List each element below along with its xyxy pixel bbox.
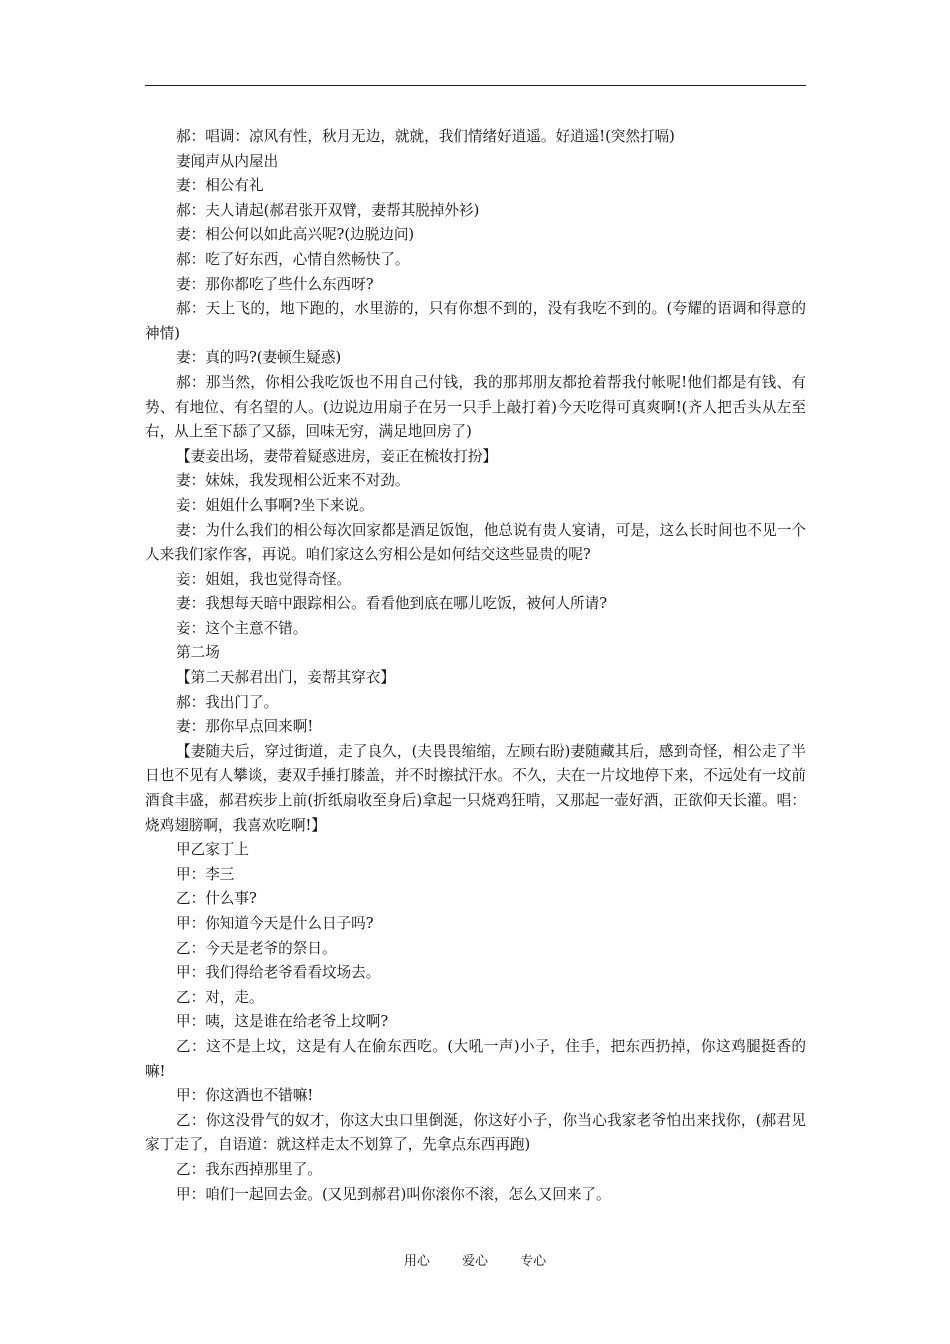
script-line: 甲：李三 — [176, 865, 235, 883]
script-line: 妻：那你都吃了些什么东西呀? — [176, 275, 374, 293]
script-line: 妻：相公何以如此高兴呢?(边脱边问) — [176, 226, 415, 244]
script-line: 【妻妾出场，妻带着疑惑进房，妾正在梳妆打扮】 — [176, 447, 498, 465]
script-line: 妻：我想每天暗中跟踪相公。看看他到底在哪儿吃饭，被何人所请? — [176, 595, 608, 613]
script-line: 甲：你知道今天是什么日子吗? — [176, 915, 374, 932]
script-line: 第二场 — [176, 644, 220, 662]
footer-text-3: 专心 — [520, 1254, 547, 1269]
script-line: 妾：这个主意不错。 — [176, 619, 308, 637]
script-line: 郝：唱调：凉风有性，秋月无边，就就，我们情绪好逍遥。好逍遥!(突然打嗝) — [176, 128, 675, 145]
script-line: 妻：为什么我们的相公每次回家都是酒足饭饱，他总说有贵人宴请，可是，这么长时间也不见一个人来我们家作客，再说。咱们家这么穷相公是如何结交这些显贵的呢? — [145, 521, 806, 564]
script-line: 【妻随夫后，穿过街道，走了良久，(夫畏畏缩缩，左顾右盼)妻随藏其后，感到奇怪，相公走了半日也不见有人攀谈，妻双手捶打膝盖，并不时擦拭汗水。不久，夫在一片坟地停下来，不远处有一坟前酒食丰盛，郝君疾步上前(折纸扇收至身后)拿起一只烧鸡狂啃，又那起一壶好酒，正欲仰天长灌。唱：烧鸡翅膀啊，我喜欢吃啊!】 — [145, 742, 806, 834]
script-line: 乙：这不是上坟，这是有人在偷东西吃。(大吼一声)小子，住手，把东西扔掉，你这鸡腿挺香的嘛! — [145, 1037, 806, 1080]
script-line: 妻闻声从内屋出 — [176, 152, 279, 170]
script-line: 甲：你这酒也不错嘛! — [176, 1087, 314, 1105]
script-line: 乙：你这没骨气的奴才，你这大虫口里倒涎，你这好小子，你当心我家老爷怕出来找你，(郝君见家丁走了，自语道：就这样走太不划算了，先拿点东西再跑) — [145, 1111, 806, 1154]
page-footer — [0, 1250, 950, 1269]
script-line: 妾：姐姐，我也觉得奇怪。 — [176, 570, 352, 588]
header-rule — [145, 85, 806, 86]
script-line: 郝：天上飞的，地下跑的，水里游的，只有你想不到的，没有我吃不到的。(夸耀的语调和得意的神情) — [145, 300, 806, 342]
script-line: 郝：那当然，你相公我吃饭也不用自己付钱，我的那邦朋友都抢着帮我付帐呢!他们都是有钱、有势、有地位、有名望的人。(边说边用扇子在另一只手上敲打着)今天吃得可真爽啊!(齐人把舌头从左至右，从上至下舔了又舔，回味无穷，满足地回房了) — [145, 373, 806, 441]
document-body — [145, 125, 806, 1207]
script-line: 妾：姐姐什么事啊?坐下来说。 — [176, 496, 374, 514]
script-line: 妻：妹妹，我发现相公近来不对劲。 — [176, 472, 410, 490]
script-line: 甲：咦，这是谁在给老爷上坟啊? — [176, 1013, 389, 1031]
script-line: 妻：真的吗?(妻顿生疑惑) — [176, 349, 342, 367]
footer-text-1: 用心 — [403, 1254, 430, 1269]
script-line: 甲：咱们一起回去金。(又见到郝君)叫你滚你不滚，怎么又回来了。 — [176, 1185, 611, 1203]
script-line: 乙：对，走。 — [176, 988, 264, 1006]
footer-text-2: 爱心 — [461, 1254, 488, 1269]
script-line: 妻：相公有礼 — [176, 177, 264, 195]
script-line: 甲乙家丁上 — [176, 841, 249, 859]
script-line: 乙：什么事? — [176, 890, 257, 908]
script-line: 甲：我们得给老爷看看坟场去。 — [176, 964, 381, 982]
script-line: 郝：我出门了。 — [176, 693, 279, 711]
script-line: 郝：夫人请起(郝君张开双臂，妻帮其脱掉外衫) — [176, 201, 480, 219]
script-line: 郝：吃了好东西，心情自然畅快了。 — [176, 250, 410, 268]
script-line: 妻：那你早点回来啊! — [176, 718, 314, 736]
script-line: 【第二天郝君出门，妾帮其穿衣】 — [176, 669, 395, 687]
script-line: 乙：今天是老爷的祭日。 — [176, 939, 337, 957]
script-line: 乙：我东西掉那里了。 — [176, 1160, 322, 1178]
